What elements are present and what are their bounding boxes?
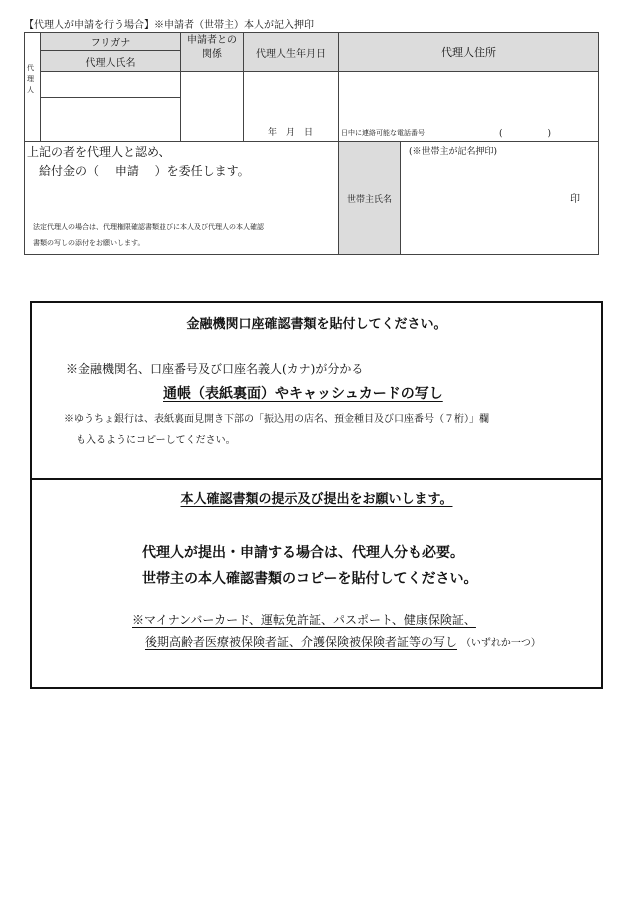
delegation-line2: 給付金の（ 申請 ）を委任します。 <box>39 164 250 178</box>
phone-label: 日中に連絡可能な電話番号 <box>341 129 425 137</box>
bank-emphasis: 通帳（表紙裏面）やキャッシュカードの写し <box>163 386 443 402</box>
id-list-suffix: （いずれか一つ） <box>460 638 541 649</box>
furigana-header: フリガナ <box>40 32 181 51</box>
head-sign-note: (※世帯主が記名押印) <box>409 147 498 157</box>
bank-box-title: 金融機関口座確認書類を貼付してください。 <box>186 317 447 332</box>
head-name-label: 世帯主氏名 <box>338 141 401 255</box>
relation-input[interactable] <box>180 71 244 142</box>
delegation-line1: 上記の者を代理人と認め、 <box>27 145 171 159</box>
seal-mark: 印 <box>570 194 580 205</box>
birthdate-header: 代理人生年月日 <box>243 32 339 72</box>
address-header: 代理人住所 <box>338 32 599 72</box>
birthdate-format: 年 月 日 <box>268 128 314 138</box>
bank-note1: ※金融機関名、口座番号及び口座名義人(カナ)が分かる <box>66 362 364 376</box>
head-name-input[interactable] <box>400 141 599 255</box>
proxy-section-heading: 【代理人が申請を行う場合】※申請者（世帯主）本人が記入押印 <box>24 20 314 31</box>
phone-input[interactable]: ( ) <box>499 129 552 139</box>
id-line2: 世帯主の本人確認書類のコピーを貼付してください。 <box>142 571 478 587</box>
bank-document-box <box>30 301 603 480</box>
id-line1: 代理人が提出・申請する場合は、代理人分も必要。 <box>142 545 464 561</box>
proxy-side-cell <box>24 32 41 142</box>
bank-note2-line2: も入るようにコピーしてください。 <box>76 435 236 446</box>
legal-note-line1: 法定代理人の場合は、代理権限確認書類並びに本人及び代理人の本人確認 <box>33 223 264 231</box>
furigana-input[interactable] <box>40 71 181 98</box>
bank-note2-line1: ※ゆうちょ銀行は、表紙裏面見開き下部の「振込用の店名、預金種目及び口座番号（７桁）」欄 <box>64 414 489 425</box>
id-box-title: 本人確認書類の提示及び提出をお願いします。 <box>180 492 453 507</box>
delegation-cell <box>24 141 339 255</box>
birthdate-input[interactable] <box>243 71 339 142</box>
id-list-line1: ※マイナンバーカード、運転免許証、パスポート、健康保険証、 <box>132 613 476 627</box>
id-list-line2: 後期高齢者医療被保険者証、介護保険被保険者証等の写し <box>145 635 458 649</box>
proxy-name-header: 代理人氏名 <box>40 50 181 72</box>
relation-header: 申請者との関係 <box>180 32 244 72</box>
proxy-side-label: 代理人 <box>27 64 34 94</box>
id-document-box <box>30 478 603 689</box>
legal-note-line2: 書類の写しの添付をお願いします。 <box>33 239 145 247</box>
address-input[interactable] <box>338 71 599 142</box>
proxy-name-input[interactable] <box>40 97 181 142</box>
